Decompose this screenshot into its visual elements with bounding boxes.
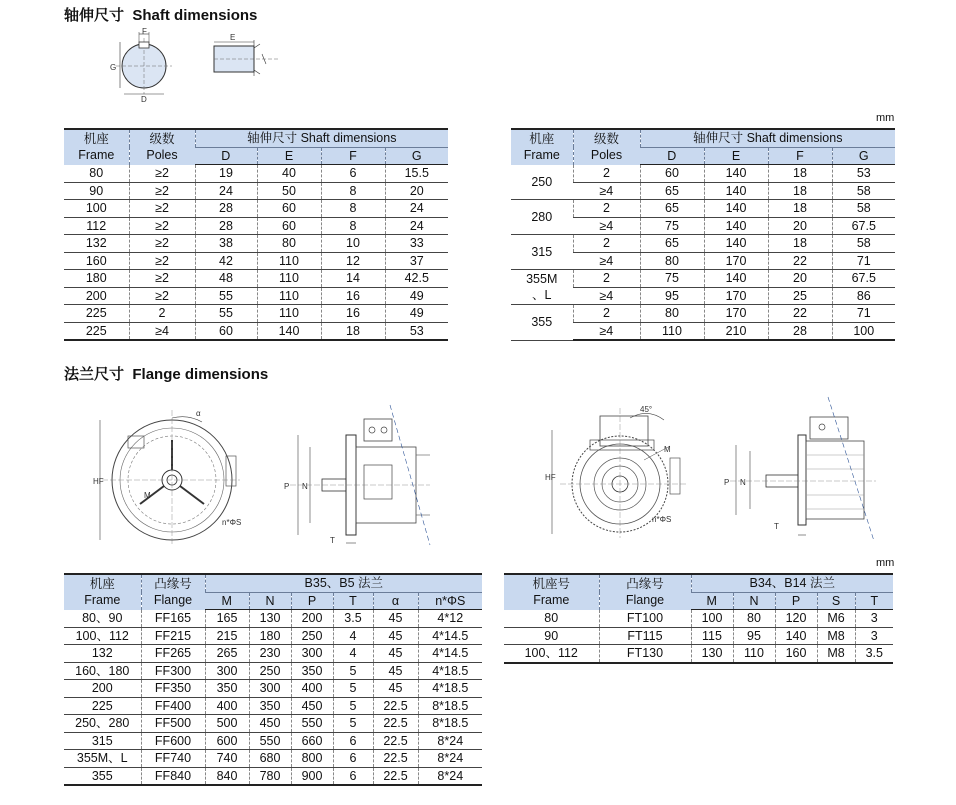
header-frame: 机座 Frame — [64, 129, 129, 165]
table-row: 160 ≥2 42 110 12 37 — [64, 252, 448, 270]
shaft-side-view-diagram — [208, 30, 284, 86]
header-p: P — [775, 592, 817, 610]
table-row: 225 ≥4 60 140 18 53 — [64, 322, 448, 340]
table-row: 112 ≥2 28 60 8 24 — [64, 217, 448, 235]
frame-cell: 280 — [511, 200, 573, 235]
table-row: 100 ≥2 28 60 8 24 — [64, 200, 448, 218]
flange-label-alpha: α — [196, 409, 201, 418]
table-row: 225 FF400 400 350 450 5 22.5 8*18.5 — [64, 697, 482, 715]
table-row: 355 FF840 840 780 900 6 22.5 8*24 — [64, 767, 482, 785]
header-poles: 级数 Poles — [129, 129, 195, 165]
header-d: D — [195, 147, 257, 165]
flange-label-t: T — [774, 522, 779, 531]
table-row: 80、90 FF165 165 130 200 3.5 45 4*12 — [64, 610, 482, 628]
header-f: F — [768, 147, 832, 165]
header-p: P — [291, 592, 333, 610]
frame-cell: 355 — [511, 305, 573, 341]
flange-label-m: M — [664, 445, 671, 454]
frame-cell: 315 — [511, 235, 573, 270]
flange-label-t: T — [330, 536, 335, 545]
shaft-cross-section-diagram — [106, 28, 176, 104]
b35-b5-flange-table — [64, 573, 482, 786]
table-row: ≥4 110 210 28 100 — [511, 322, 895, 340]
unit-label-shaft: mm — [876, 112, 895, 124]
flange-label-hf: HF — [545, 473, 556, 482]
header-shaft-dimensions: 轴伸尺寸 Shaft dimensions — [195, 129, 448, 147]
flange-label-n: N — [740, 478, 746, 487]
flange-label-p: P — [284, 482, 290, 491]
header-e: E — [704, 147, 768, 165]
header-m: M — [691, 592, 733, 610]
header-frame: 机座号 Frame — [504, 574, 599, 610]
header-alpha: α — [373, 592, 418, 610]
header-b34-b14-flange: B34、B14 法兰 — [691, 574, 893, 592]
b14-flange-side-view-diagram — [722, 395, 880, 545]
frame-cell: 355M 、L — [511, 270, 573, 305]
table-row: 315 FF600 600 550 660 6 22.5 8*24 — [64, 732, 482, 750]
table-row: 132 ≥2 38 80 10 33 — [64, 235, 448, 253]
shaft-dimensions-heading: 轴伸尺寸 Shaft dimensions — [64, 6, 258, 24]
shaft-label-g: G — [110, 63, 117, 72]
header-flange: 凸缘号 Flange — [599, 574, 691, 610]
shaft-dimensions-table-right — [511, 128, 895, 341]
frame-cell: 250 — [511, 165, 573, 200]
header-frame: 机座 Frame — [64, 574, 141, 610]
flange-label-hf: HF — [93, 477, 104, 486]
table-row: ≥4 65 140 18 58 — [511, 182, 895, 200]
header-ns: n*ΦS — [418, 592, 482, 610]
flange-label-ns: n*ΦS — [222, 518, 242, 527]
shaft-dimensions-table-left — [64, 128, 448, 341]
flange-label-m: M — [144, 491, 151, 500]
table-row: 250 2 60 140 18 53 — [511, 165, 895, 183]
b14-flange-front-view-diagram — [540, 400, 690, 540]
table-row: 100、112 FT130 130 110 160 M8 3.5 — [504, 645, 893, 663]
shaft-label-d: D — [141, 95, 147, 104]
table-row: 180 ≥2 48 110 14 42.5 — [64, 270, 448, 288]
table-row: ≥4 75 140 20 67.5 — [511, 217, 895, 235]
table-row: ≥4 80 170 22 71 — [511, 252, 895, 270]
header-m: M — [205, 592, 249, 610]
shaft-label-e: E — [230, 33, 236, 42]
table-row: 355 2 80 170 22 71 — [511, 305, 895, 323]
flange-label-45: 45° — [640, 405, 653, 414]
header-t: T — [333, 592, 373, 610]
table-row: 280 2 65 140 18 58 — [511, 200, 895, 218]
shaft-label-f: F — [142, 28, 147, 36]
header-t: T — [855, 592, 893, 610]
header-g: G — [832, 147, 895, 165]
header-s: S — [817, 592, 855, 610]
b5-flange-front-view-diagram — [92, 400, 242, 548]
table-row: 160、180 FF300 300 250 350 5 45 4*18.5 — [64, 662, 482, 680]
header-poles: 级数 Poles — [573, 129, 640, 165]
table-row: 90 FT115 115 95 140 M8 3 — [504, 627, 893, 645]
flange-dimensions-heading: 法兰尺寸 Flange dimensions — [64, 365, 269, 383]
table-row: 80 FT100 100 80 120 M6 3 — [504, 610, 893, 628]
flange-label-ns: n*ΦS — [652, 515, 672, 524]
table-row: 355M、L FF740 740 680 800 6 22.5 8*24 — [64, 750, 482, 768]
header-e: E — [257, 147, 321, 165]
header-flange: 凸缘号 Flange — [141, 574, 205, 610]
table-row: 132 FF265 265 230 300 4 45 4*14.5 — [64, 645, 482, 663]
header-g: G — [385, 147, 448, 165]
header-n: N — [733, 592, 775, 610]
table-row: 315 2 65 140 18 58 — [511, 235, 895, 253]
table-row: 355M 、L 2 75 140 20 67.5 — [511, 270, 895, 288]
flange-label-n: N — [302, 482, 308, 491]
table-row: 90 ≥2 24 50 8 20 — [64, 182, 448, 200]
b34-b14-flange-table — [504, 573, 893, 664]
unit-label-flange: mm — [876, 557, 895, 569]
header-shaft-dimensions: 轴伸尺寸 Shaft dimensions — [640, 129, 895, 147]
header-d: D — [640, 147, 704, 165]
b5-flange-side-view-diagram — [280, 395, 440, 550]
table-row: 80 ≥2 19 40 6 15.5 — [64, 165, 448, 183]
table-row: 200 ≥2 55 110 16 49 — [64, 287, 448, 305]
header-f: F — [321, 147, 385, 165]
header-n: N — [249, 592, 291, 610]
flange-label-p: P — [724, 478, 730, 487]
table-row: 250、280 FF500 500 450 550 5 22.5 8*18.5 — [64, 715, 482, 733]
table-row: 100、112 FF215 215 180 250 4 45 4*14.5 — [64, 627, 482, 645]
table-row: 200 FF350 350 300 400 5 45 4*18.5 — [64, 680, 482, 698]
header-b35-b5-flange: B35、B5 法兰 — [205, 574, 482, 592]
table-row: 225 2 55 110 16 49 — [64, 305, 448, 323]
header-frame: 机座 Frame — [511, 129, 573, 165]
table-row: ≥4 95 170 25 86 — [511, 287, 895, 305]
